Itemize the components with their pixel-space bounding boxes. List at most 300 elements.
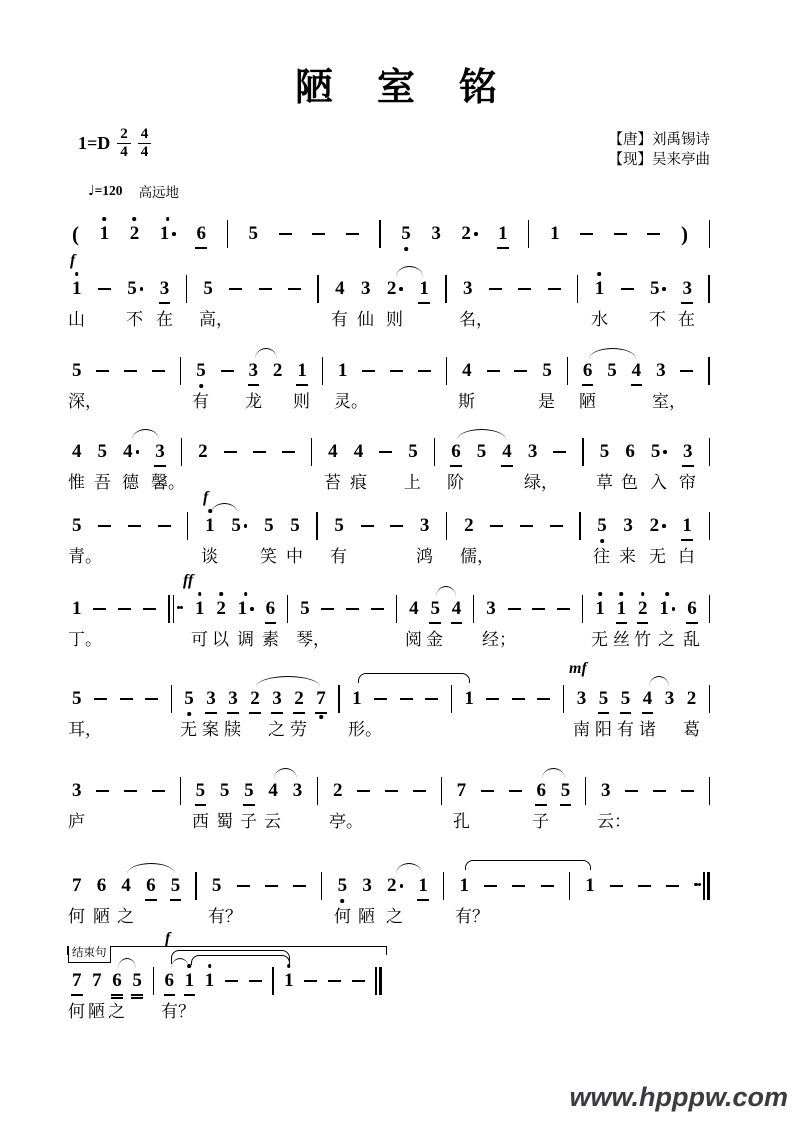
barline — [434, 441, 435, 466]
duration-dash — [143, 598, 156, 610]
note — [536, 780, 546, 802]
duration-dash — [512, 875, 525, 887]
note-digit: 5 — [184, 688, 194, 709]
note — [597, 515, 607, 537]
duration-dash — [94, 688, 107, 700]
note — [165, 970, 175, 992]
note-digit: 1 — [72, 598, 82, 619]
duration-dash — [374, 688, 387, 700]
duration-dash — [293, 875, 306, 887]
note-digit: 4 — [642, 688, 653, 709]
note — [464, 688, 474, 710]
note-digit: 5 — [542, 360, 552, 381]
lyric: 有？ — [208, 907, 242, 926]
duration-underline — [450, 465, 462, 467]
note-digit: 1 — [459, 875, 469, 896]
barline — [441, 780, 442, 805]
duration-underline — [637, 622, 649, 624]
note — [284, 970, 294, 992]
note-digit: 1 — [682, 515, 692, 536]
barline — [709, 598, 710, 623]
note-digit: 1 — [352, 688, 362, 709]
note — [268, 780, 278, 802]
note — [682, 515, 692, 537]
note — [132, 970, 142, 992]
duration-dash — [221, 360, 234, 372]
note-digit: 1 — [585, 875, 595, 896]
note — [617, 598, 627, 620]
lyric: 调 — [237, 630, 254, 649]
duration-dash — [548, 278, 561, 290]
duration-dash — [152, 360, 165, 372]
note-digit: 6 — [164, 970, 174, 991]
note-digit: 3 — [576, 688, 587, 709]
score-line — [68, 252, 710, 342]
note-digit: 4 — [121, 875, 131, 896]
lyric: 有？ — [455, 907, 489, 926]
barline — [473, 598, 474, 623]
lyric: 无 — [649, 547, 666, 566]
note — [486, 598, 496, 620]
note-digit: 1 — [550, 223, 560, 244]
final-barline — [375, 970, 382, 995]
barline — [338, 688, 339, 713]
slur-tie — [127, 863, 175, 874]
note — [362, 875, 372, 897]
lyric: 案 — [202, 720, 219, 739]
duration-underline — [681, 302, 693, 304]
note-digit: 2 — [637, 598, 648, 619]
augmentation-dot — [172, 232, 176, 236]
note — [250, 688, 260, 710]
repeat-begin-barline — [168, 598, 183, 623]
note-digit: 6 — [96, 875, 107, 896]
note-digit: 1 — [418, 875, 428, 896]
duration-dash — [98, 515, 111, 527]
duration-dash — [265, 875, 278, 887]
note — [205, 970, 215, 992]
duration-dash — [580, 223, 593, 235]
duration-dash — [229, 278, 242, 290]
note — [244, 780, 254, 802]
duration-dash — [666, 875, 679, 887]
lyric: 山 — [68, 310, 85, 329]
barline — [709, 780, 710, 805]
duration-underline — [501, 465, 513, 467]
note — [464, 515, 474, 537]
duration-underline — [195, 247, 207, 249]
augmentation-dot — [400, 884, 404, 888]
barline — [195, 875, 196, 900]
note-digit: 5 — [170, 875, 181, 896]
note — [97, 875, 107, 897]
barline — [582, 441, 583, 466]
augmentation-dot — [662, 524, 666, 528]
duration-dash — [304, 970, 317, 982]
lyric: 名， — [459, 310, 493, 329]
note-digit: 1 — [194, 598, 205, 619]
lyric: 之 — [108, 1002, 125, 1021]
note-digit: 5 — [211, 875, 222, 896]
duration-dash — [557, 598, 570, 610]
duration-underline — [164, 994, 176, 996]
note — [220, 780, 230, 802]
dynamic-marking: f — [203, 489, 209, 506]
note — [72, 598, 82, 620]
lyric: 帘 — [679, 473, 696, 492]
key-tonic: 1=D — [78, 133, 111, 153]
note-digit: 2 — [686, 688, 697, 709]
note — [387, 278, 403, 300]
score-line — [68, 930, 382, 1034]
note-digit: 6 — [146, 875, 156, 896]
note-digit: 3 — [248, 360, 259, 381]
note-digit: 3 — [206, 688, 216, 709]
note-digit: 5 — [72, 360, 82, 381]
lyric: 在 — [678, 310, 695, 329]
note-digit: 3 — [462, 278, 473, 299]
octave-dot — [666, 592, 670, 596]
barline — [187, 515, 188, 540]
duration-underline — [560, 804, 572, 806]
note — [498, 223, 508, 245]
lyric: 室， — [652, 392, 686, 411]
note — [130, 223, 140, 245]
note — [335, 278, 345, 300]
note — [198, 441, 208, 463]
note-digit: 2 — [272, 360, 283, 381]
lyric: 斯 — [458, 392, 475, 411]
note — [72, 360, 82, 382]
song-title: 陋室铭 — [294, 67, 541, 109]
duration-dash — [550, 515, 563, 527]
note — [419, 278, 429, 300]
note — [595, 278, 605, 300]
duration-dash — [647, 223, 660, 235]
duration-dash — [487, 360, 500, 372]
lyric: 有 — [330, 547, 347, 566]
duration-dash — [145, 688, 158, 700]
note — [352, 688, 362, 710]
lyric: 不 — [126, 310, 143, 329]
note-digit: 1 — [284, 970, 294, 991]
note — [297, 360, 307, 382]
lyric: 上 — [404, 473, 421, 492]
barline — [528, 223, 529, 248]
note — [477, 441, 487, 463]
duration-dash — [120, 688, 133, 700]
lyric: 水 — [591, 310, 608, 329]
note-digit: 2 — [649, 515, 660, 536]
slur-tie — [457, 429, 506, 440]
note — [196, 223, 206, 245]
duration-underline — [131, 997, 143, 999]
duration-dash — [614, 223, 627, 235]
lyric: 金 — [426, 630, 443, 649]
note-digit: 7 — [316, 688, 326, 709]
lyric: 之 — [658, 630, 675, 649]
lyric: 灵。 — [334, 392, 368, 411]
note — [334, 515, 344, 537]
note — [561, 780, 571, 802]
expression-text: 高远地 — [138, 185, 180, 200]
duration-underline — [418, 302, 430, 304]
lyric: 琴， — [296, 630, 330, 649]
note — [354, 441, 364, 463]
barline — [577, 278, 578, 303]
lyric: 形。 — [348, 720, 382, 739]
note-digit: 2 — [464, 515, 474, 536]
barline — [709, 515, 710, 540]
note-digit: 4 — [268, 780, 278, 801]
note-digit: 1 — [99, 223, 110, 244]
note — [687, 688, 697, 710]
duration-dash — [288, 278, 301, 290]
augmentation-dot — [474, 232, 478, 236]
lyric: 色 — [621, 473, 638, 492]
dynamic-marking: mf — [569, 660, 587, 677]
duration-underline — [451, 622, 463, 624]
note — [121, 875, 131, 897]
duration-underline — [145, 899, 157, 901]
note-digit: 7 — [72, 875, 82, 896]
note-digit: 5 — [195, 780, 206, 801]
note-digit: 5 — [127, 278, 137, 299]
note-digit: 5 — [196, 360, 206, 381]
lyric: 丁。 — [68, 630, 102, 649]
note-digit: 2 — [294, 688, 304, 709]
note-digit: 4 — [409, 598, 419, 619]
duration-dash — [481, 780, 494, 792]
note — [651, 441, 667, 463]
note — [300, 598, 310, 620]
duration-dash — [537, 688, 550, 700]
augmentation-dot — [672, 607, 676, 611]
note-digit: 3 — [362, 875, 372, 896]
score-line — [68, 441, 710, 505]
lyric: 来 — [619, 547, 636, 566]
duration-dash — [681, 780, 694, 792]
duration-underline — [271, 712, 283, 714]
lyric: 馨。 — [151, 473, 185, 492]
lyric: 之 — [268, 720, 285, 739]
note-digit: 6 — [451, 441, 461, 462]
octave-dot — [219, 592, 223, 596]
duration-underline — [159, 302, 171, 304]
lyric: 苔 — [324, 473, 341, 492]
duration-dash — [158, 515, 171, 527]
duration-dash — [253, 441, 266, 453]
lyric: 陋 — [358, 907, 375, 926]
note — [160, 278, 170, 300]
note — [632, 360, 642, 382]
note — [155, 441, 165, 463]
lyric: 丝 — [613, 630, 630, 649]
barline — [567, 360, 568, 385]
duration-underline — [598, 712, 610, 714]
note — [607, 360, 617, 382]
duration-underline — [296, 384, 308, 386]
duration-underline — [620, 712, 632, 714]
note-digit: 2 — [216, 598, 226, 619]
duration-dash — [124, 780, 137, 792]
duration-dash — [486, 688, 499, 700]
note — [72, 970, 82, 992]
duration-dash — [625, 780, 638, 792]
note — [316, 688, 326, 710]
lyric: 葛 — [683, 720, 700, 739]
meter-numerator: 4 — [138, 127, 152, 144]
lyric: 高， — [199, 310, 233, 329]
duration-dash — [413, 780, 426, 792]
notes-row — [68, 572, 710, 649]
score-line — [68, 360, 710, 424]
lyric: 孔 — [453, 812, 470, 831]
note — [338, 875, 348, 897]
note — [683, 441, 693, 463]
duration-dash — [352, 970, 365, 982]
slur-tie — [132, 429, 159, 440]
note — [550, 223, 560, 245]
note-digit: 3 — [292, 780, 303, 801]
note-digit: 5 — [219, 780, 230, 801]
duration-dash — [484, 875, 497, 887]
duration-dash — [400, 688, 413, 700]
augmentation-dot — [140, 287, 144, 291]
duration-underline — [582, 384, 594, 386]
duration-dash — [346, 223, 359, 235]
note — [457, 780, 467, 802]
note-digit: 3 — [682, 278, 692, 299]
lyric: 儒， — [460, 547, 494, 566]
note-digit: 5 — [72, 688, 82, 709]
ending-bracket — [67, 946, 387, 955]
duration-dash — [96, 360, 109, 372]
lyric: 南 — [573, 720, 590, 739]
note-digit: 3 — [683, 441, 693, 462]
lyric: 蜀 — [216, 812, 233, 831]
note — [264, 515, 274, 537]
lyric: 无 — [591, 630, 608, 649]
note — [248, 223, 258, 245]
tempo-value: =120 — [94, 183, 123, 198]
note — [290, 515, 300, 537]
duration-underline — [686, 622, 698, 624]
lyric: 西 — [192, 812, 209, 831]
octave-dot — [598, 592, 602, 596]
note-digit: 2 — [386, 278, 397, 299]
duration-dash — [553, 441, 566, 453]
augmentation-dot — [244, 524, 248, 528]
lyric: 云 — [264, 812, 281, 831]
duration-dash — [489, 278, 502, 290]
note-digit: 4 — [462, 360, 472, 381]
lyric: 劳 — [290, 720, 307, 739]
meter-numerator: 2 — [117, 127, 131, 144]
lyric: 惟 — [68, 473, 85, 492]
duration-underline — [315, 712, 327, 714]
barline — [317, 278, 318, 303]
note-digit: 3 — [159, 278, 170, 299]
note-digit: 3 — [228, 688, 238, 709]
lyric: 德 — [122, 473, 139, 492]
note — [502, 441, 512, 463]
note-digit: 3 — [431, 223, 441, 244]
duration-dash — [425, 688, 438, 700]
notes-row — [68, 930, 382, 1021]
note-digit: 3 — [155, 441, 165, 462]
octave-dot — [319, 715, 323, 719]
note-digit: 1 — [419, 278, 429, 299]
note — [585, 875, 595, 897]
note — [92, 970, 102, 992]
duration-dash — [610, 875, 623, 887]
lyric: 何 — [68, 907, 85, 926]
note-digit: 4 — [451, 598, 462, 619]
note — [72, 780, 82, 802]
lyric: 无 — [180, 720, 197, 739]
note — [452, 598, 462, 620]
octave-dot — [75, 272, 79, 276]
duration-dash — [520, 515, 533, 527]
note-digit: 6 — [196, 223, 206, 244]
note — [387, 875, 403, 897]
lyric: 有 — [617, 720, 634, 739]
note-digit: 2 — [129, 223, 140, 244]
lyric: 之 — [117, 907, 134, 926]
note-digit: 1 — [184, 970, 195, 991]
lyric: 中 — [286, 547, 303, 566]
augmentation-dot — [662, 287, 666, 291]
duration-underline — [497, 247, 509, 249]
score-line — [68, 489, 710, 579]
note — [687, 598, 697, 620]
lyric: 阅 — [405, 630, 422, 649]
lyric: 可 — [191, 630, 208, 649]
note — [463, 278, 473, 300]
note-digit: 2 — [461, 223, 471, 244]
note — [431, 223, 441, 245]
lyric: 不 — [649, 310, 666, 329]
note-digit: 3 — [419, 515, 430, 536]
note-digit: 5 — [72, 515, 82, 536]
lyric: 诸 — [639, 720, 656, 739]
notes-row — [68, 780, 710, 831]
octave-dot — [404, 247, 408, 251]
lyric: 龙 — [245, 392, 262, 411]
duration-dash — [361, 515, 374, 527]
duration-dash — [224, 441, 237, 453]
duration-underline — [71, 994, 83, 996]
lyric: 仙 — [357, 310, 374, 329]
duration-dash — [362, 360, 375, 372]
slur-tie — [274, 768, 297, 779]
note-digit: 5 — [430, 598, 440, 619]
lyric: 深， — [68, 392, 102, 411]
note — [328, 441, 338, 463]
barline — [186, 278, 187, 303]
note — [528, 441, 538, 463]
duration-underline — [227, 712, 239, 714]
duration-dash — [379, 441, 392, 453]
note — [249, 360, 259, 382]
note — [656, 360, 666, 382]
duration-underline — [631, 384, 643, 386]
quarter-note-icon: ♩ — [88, 183, 95, 199]
barline — [446, 360, 447, 385]
note-digit: 1 — [337, 360, 348, 381]
barline — [321, 875, 322, 900]
